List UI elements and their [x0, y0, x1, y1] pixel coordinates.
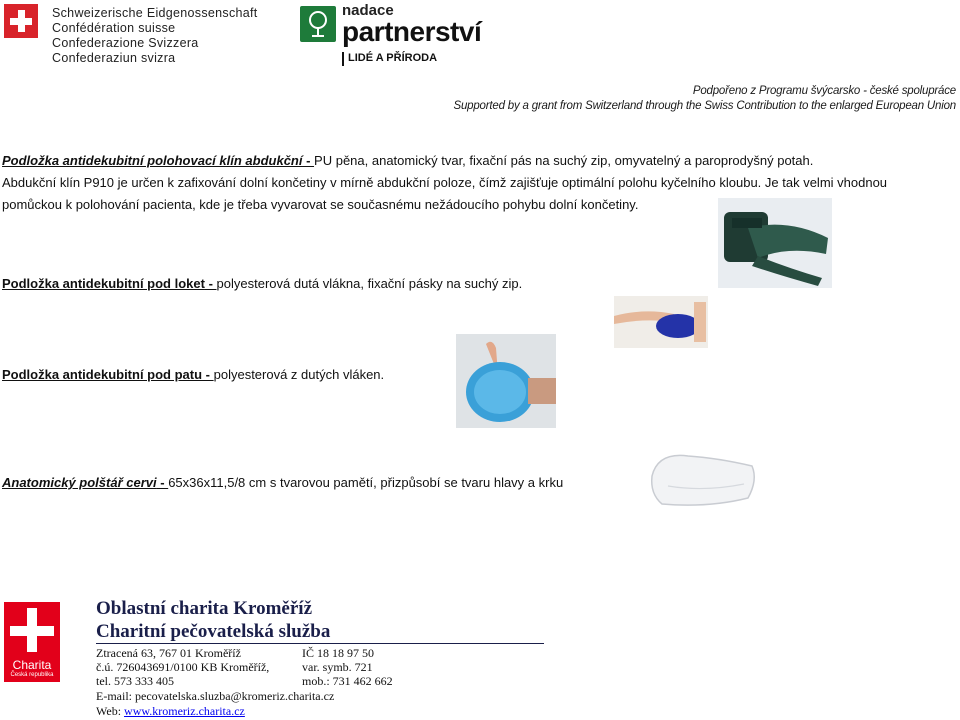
- abduction-wedge-image: [718, 198, 832, 288]
- swiss-line-it: Confederazione Svizzera: [52, 36, 199, 50]
- footer-email[interactable]: E-mail: pecovatelska.sluzba@kromeriz.charita.cz: [96, 689, 335, 703]
- item-cervical-pillow: [2, 475, 563, 490]
- footer-phone-row: [96, 674, 393, 689]
- swiss-line-rm: Confederaziun svizra: [52, 51, 176, 65]
- item-2-desc: polyesterová dutá vlákna, fixační pásky na suchý zip.: [216, 276, 523, 291]
- partner-tagline: LIDÉ A PŘÍRODA: [348, 52, 438, 64]
- swiss-line-fr: Confédération suisse: [52, 21, 176, 35]
- swiss-flag-logo: [4, 4, 38, 38]
- heel-pad-image: [456, 334, 556, 428]
- footer-address-row: [96, 646, 374, 661]
- partner-name-small: nadace: [342, 2, 394, 19]
- partner-divider: [342, 52, 344, 66]
- item-3-desc: polyesterová z dutých vláken.: [213, 367, 385, 382]
- item-1-title: Podložka antidekubitní polohovací klín abdukční: [2, 153, 303, 168]
- partner-name-large: partnerství: [342, 16, 482, 47]
- item-heel-pad: [2, 367, 384, 382]
- item-4-dash: -: [156, 475, 169, 490]
- charita-logo-sublabel: Česká republika: [10, 672, 54, 678]
- item-1-desc-2: Abdukční klín P910 je určen k zafixování dolní končetiny v mírně abdukční poloze, čímž zajišťuje optimální polohu kyčelního kloubu. Je tak velmi vhodnou: [2, 175, 888, 190]
- swiss-confederation-text: [52, 6, 258, 66]
- item-2-dash: -: [204, 276, 217, 291]
- item-elbow-pad: [2, 276, 522, 291]
- tree-icon: [303, 9, 333, 39]
- support-statement: [454, 84, 957, 114]
- footer-account: č.ú. 726043691/0100 KB Kroměříž,: [96, 660, 270, 674]
- footer-account-row: [96, 660, 373, 675]
- charita-logo: [4, 602, 60, 682]
- footer-address: Ztracená 63, 767 01 Kroměříž: [96, 646, 241, 660]
- support-cz: Podpořeno z Programu švýcarsko - české spolupráce: [692, 85, 956, 97]
- footer-web-label: Web:: [96, 704, 125, 718]
- item-1-desc-1: PU pěna, anatomický tvar, fixační pás na suchý zip, omyvatelný a paroprodyšný potah.: [314, 153, 814, 168]
- cross-icon-v: [27, 608, 37, 652]
- footer-tel: tel. 573 333 405: [96, 674, 174, 688]
- swiss-line-de: Schweizerische Eidgenossenschaft: [52, 6, 258, 20]
- footer-ico: IČ 18 18 97 50: [302, 646, 374, 660]
- item-4-desc: 65x36x11,5/8 cm s tvarovou pamětí, přizpůsobí se tvaru hlavy a krku: [168, 475, 564, 490]
- org-name: Oblastní charita Kroměříž: [96, 598, 313, 619]
- nadace-partnerstvi-logo: [300, 6, 336, 42]
- footer-mob: mob.: 731 462 662: [302, 674, 393, 688]
- footer-web-row: [96, 704, 245, 719]
- item-4-title: Anatomický polštář cervi: [2, 475, 157, 490]
- service-name: Charitní pečovatelská služba: [96, 621, 331, 642]
- footer-web-link[interactable]: www.kromeriz.charita.cz: [124, 704, 245, 718]
- item-1-dash: -: [302, 153, 315, 168]
- item-1-desc-3: pomůckou k polohování pacienta, kde je třeba vyvarovat se současnému nežádoucího pohybu dolní končetiny.: [2, 197, 639, 212]
- cervical-pillow-image: [648, 446, 760, 514]
- footer-var-symb: var. symb. 721: [302, 660, 373, 674]
- item-3-title: Podložka antidekubitní pod patu -: [2, 367, 214, 382]
- support-en: Supported by a grant from Switzerland through the Swiss Contribution to the enlarged European Union: [453, 100, 956, 112]
- elbow-pad-image: [614, 296, 708, 348]
- charita-logo-label: Charita: [12, 658, 52, 672]
- item-1-line-1: [2, 150, 958, 172]
- item-2-title: Podložka antidekubitní pod loket: [2, 276, 205, 291]
- footer-divider: [96, 643, 544, 644]
